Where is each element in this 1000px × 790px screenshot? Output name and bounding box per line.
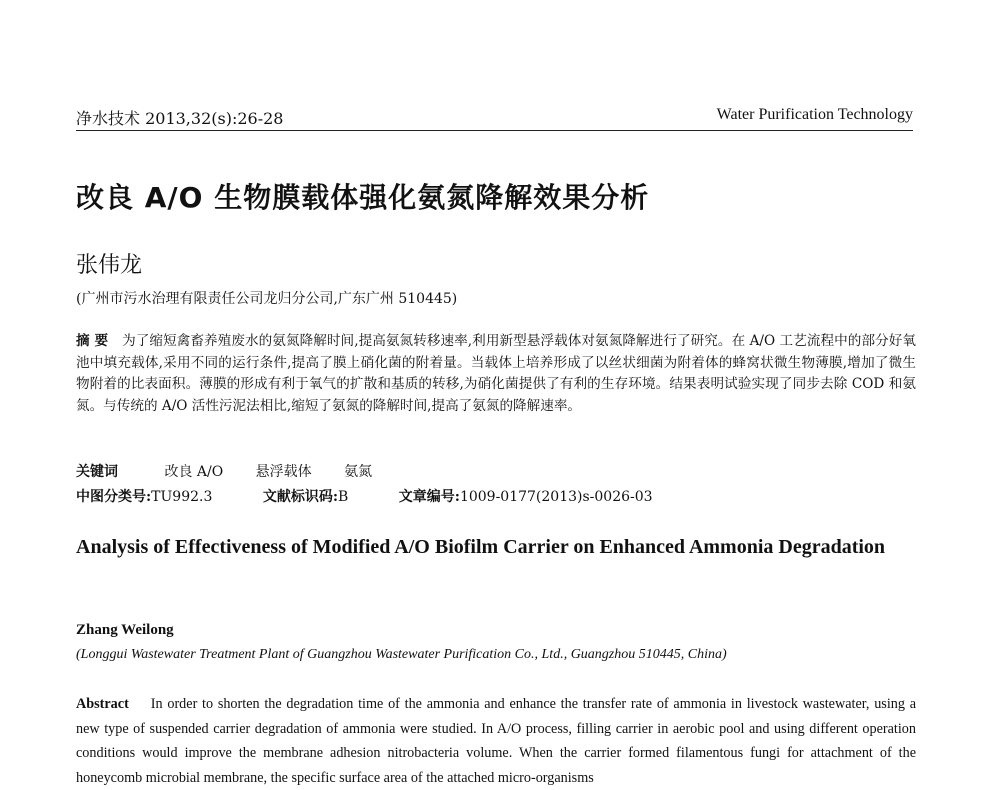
- clc-label: 中图分类号:: [76, 489, 152, 505]
- author-en: Zhang Weilong: [76, 622, 174, 638]
- clc-value: TU992.3: [151, 489, 213, 505]
- author-cn: 张伟龙: [76, 253, 143, 278]
- keywords-row: [76, 461, 372, 481]
- journal-header-en: Water Purification Technology: [716, 106, 913, 123]
- paper-title-en: Analysis of Effectiveness of Modified A/O Biofilm Carrier on Enhanced Ammonia Degradation: [76, 536, 886, 558]
- header-rule: [76, 130, 913, 131]
- article-no-value: 1009-0177(2013)s-0026-03: [459, 489, 653, 505]
- keyword: 改良 A/O: [164, 464, 224, 480]
- abstract-cn-label: 摘 要: [76, 333, 109, 349]
- doc-code-label: 文献标识码:: [262, 489, 339, 505]
- abstract-en-label: Abstract: [76, 696, 129, 712]
- keyword: 氨氮: [344, 464, 373, 480]
- classification-row: [76, 486, 699, 506]
- article-no-label: 文章编号:: [398, 489, 460, 505]
- affiliation-en: (Longgui Wastewater Treatment Plant of Guangzhou Wastewater Purification Co., Ltd., Guangzhou 510445, China): [76, 647, 727, 662]
- doc-code-value: B: [338, 489, 349, 505]
- abstract-cn: [76, 331, 916, 417]
- keyword: 悬浮载体: [255, 464, 312, 480]
- affiliation-cn: (广州市污水治理有限责任公司龙归分公司,广东广州 510445): [76, 291, 458, 307]
- abstract-cn-text: 为了缩短禽畜养殖废水的氨氮降解时间,提高氨氮转移速率,利用新型悬浮载体对氨氮降解进行了研究。在 A/O 工艺流程中的部分好氧池中填充载体,采用不同的运行条件,提高了膜上硝化菌的附着量。当载体上培养形成了以丝状细菌为附着体的蜂窝状微生物薄膜,增加了微生物附着的比表面积。薄膜的形成有利于氧气的扩散和基质的转移,为硝化菌提供了有利的生存环境。结果表明试验实现了同步去除 COD 和氨氮。与传统的 A/O 活性污泥法相比,缩短了氨氮的降解时间,提高了氨氮的降解速率。: [76, 333, 917, 414]
- abstract-en-text: In order to shorten the degradation time of the ammonia and enhance the transfer rate of ammonia in livestock wastewater, using a new type of suspended carrier degradation of ammonia were studied. In A/O process, filling carrier in aerobic pool and using different operation conditions would improve the membrane adhesion nitrobacteria volume. When the carrier formed filamentous fungi for attachment of the honeycomb microbial membrane, the specific surface area of the attached micro-organisms: [76, 696, 916, 786]
- journal-header-cn: 净水技术 2013,32(s):26-28: [76, 109, 284, 128]
- paper-title-cn: 改良 A/O 生物膜载体强化氨氮降解效果分析: [76, 181, 650, 214]
- abstract-en: [76, 692, 916, 790]
- keywords-label: 关键词: [76, 464, 118, 480]
